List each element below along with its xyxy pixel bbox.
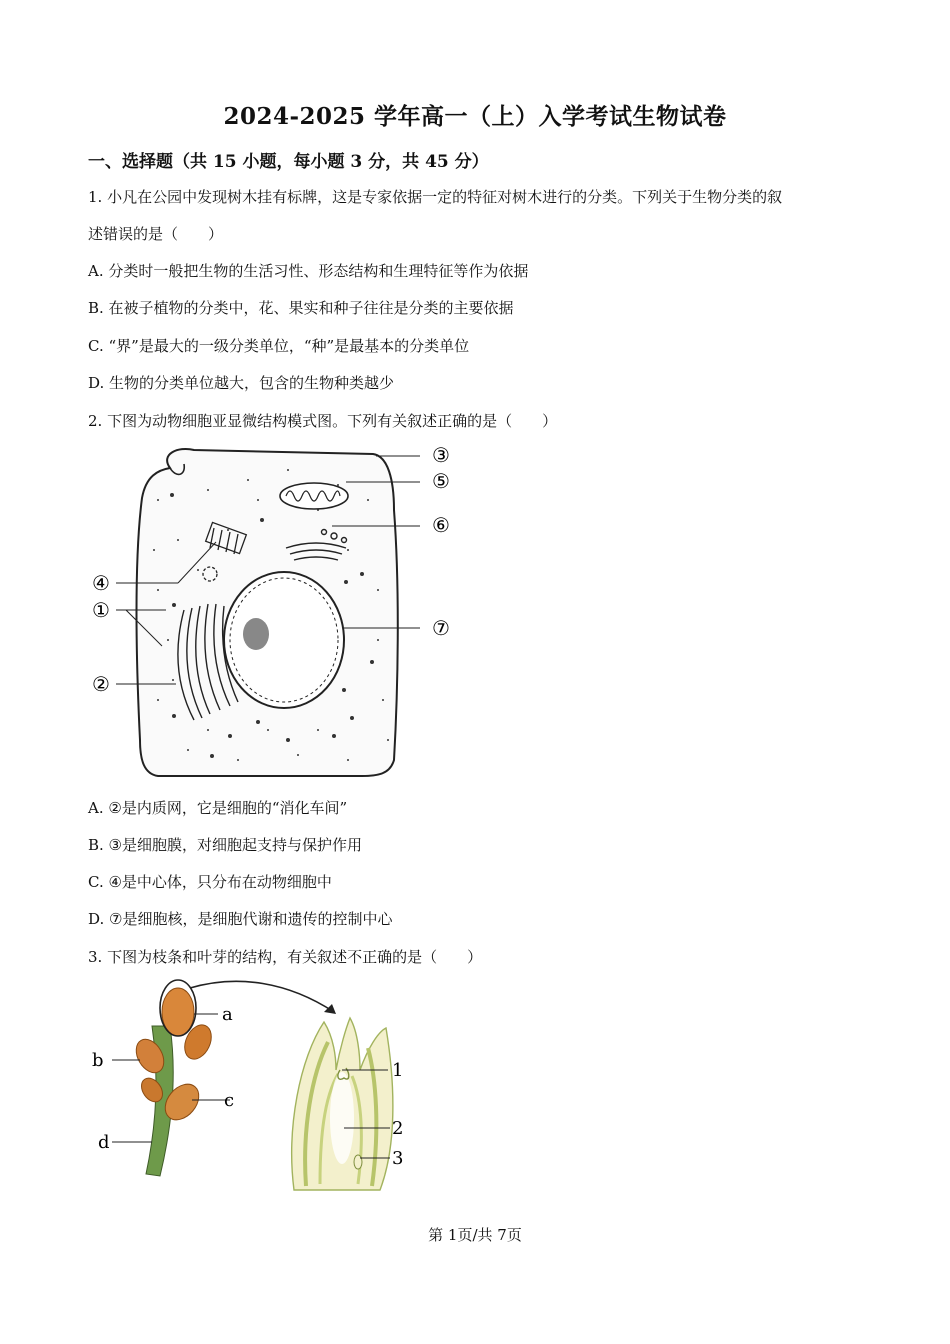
label-5: ⑤ (432, 469, 450, 493)
question-2-option-c: C. ④是中心体，只分布在动物细胞中 (88, 873, 332, 891)
label-6: ⑥ (432, 513, 450, 537)
page-title: 2024-2025 学年高一（上）入学考试生物试卷 (223, 103, 727, 130)
label-c: c (224, 1090, 235, 1111)
question-1-stem-line-1: 1. 小凡在公园中发现树木挂有标牌，这是专家依据一定的特征对树木进行的分类。下列关于生物分类的叙 (88, 188, 783, 206)
question-1-option-a: A. 分类时一般把生物的生活习性、形态结构和生理特征等作为依据 (88, 262, 529, 280)
question-3-stem: 3. 下图为枝条和叶芽的结构，有关叙述不正确的是（ ） (88, 948, 483, 966)
label-4: ④ (92, 571, 110, 595)
question-1-option-b: B. 在被子植物的分类中，花、果实和种子往往是分类的主要依据 (88, 299, 514, 317)
nucleus (224, 572, 344, 708)
question-2-stem: 2. 下图为动物细胞亚显微结构模式图。下列有关叙述正确的是（ ） (88, 412, 558, 430)
label-bud-3: 3 (392, 1148, 404, 1169)
leaf-bud-section (292, 1018, 393, 1190)
label-b: b (92, 1050, 104, 1071)
label-bud-2: 2 (392, 1118, 404, 1139)
label-1: ① (92, 598, 110, 622)
question-2-option-d: D. ⑦是细胞核，是细胞代谢和遗传的控制中心 (88, 910, 393, 928)
question-1-stem-line-2: 述错误的是（ ） (88, 225, 224, 243)
section-heading: 一、选择题（共 15 小题，每小题 3 分，共 45 分） (88, 152, 489, 172)
label-3: ③ (432, 443, 450, 467)
label-7: ⑦ (432, 616, 450, 640)
twig-and-leaf-bud-diagram (88, 978, 428, 1194)
question-2-option-a: A. ②是内质网，它是细胞的“消化车间” (88, 799, 348, 817)
page-footer: 第 1页/共 7页 (428, 1226, 522, 1244)
label-2: ② (92, 672, 110, 696)
label-d: d (98, 1132, 110, 1153)
twig-illustration (131, 980, 217, 1176)
question-1-option-c: C. “界”是最大的一级分类单位，“种”是最基本的分类单位 (88, 337, 470, 355)
label-a: a (222, 1004, 233, 1025)
label-bud-1: 1 (392, 1060, 404, 1081)
question-2-option-b: B. ③是细胞膜，对细胞起支持与保护作用 (88, 836, 363, 854)
question-1-option-d: D. 生物的分类单位越大，包含的生物种类越少 (88, 374, 395, 392)
mitochondrion (280, 483, 348, 509)
animal-cell-diagram (88, 440, 458, 785)
